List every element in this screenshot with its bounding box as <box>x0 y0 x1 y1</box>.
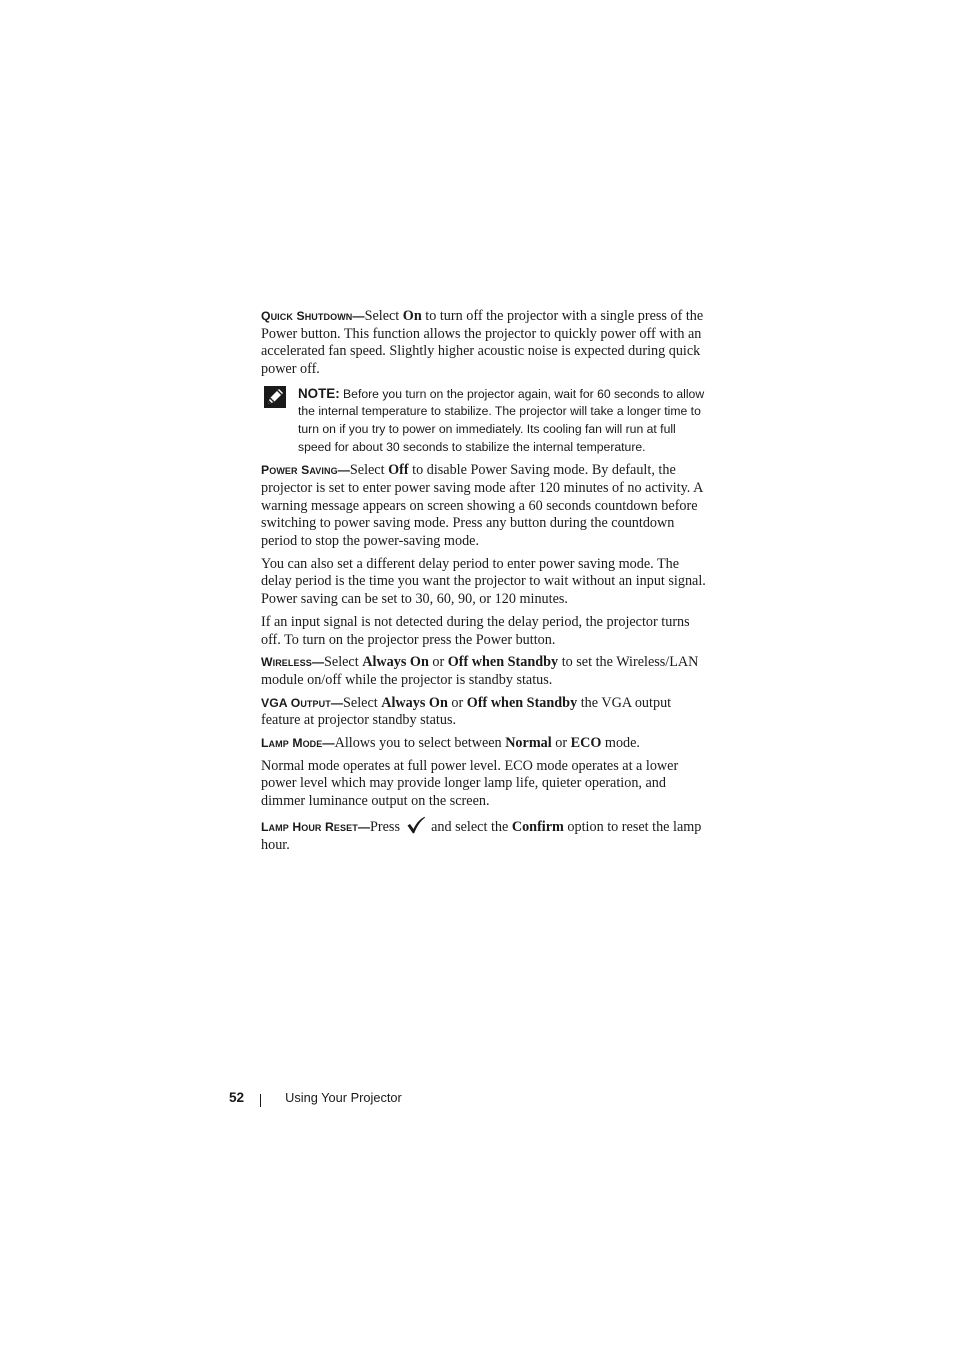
lamp-mode-paragraph <box>261 735 711 753</box>
quick-shutdown-text-pre: Select <box>364 308 403 324</box>
lamp-mode-option-eco: ECO <box>570 735 602 752</box>
term-dash: — <box>357 819 371 834</box>
vga-output-option-off-when-standby: Off when Standby <box>466 694 578 711</box>
quick-shutdown-text-post: to turn off the projector with a single press of the Power button. This function allows the projector to quickly power off with an accelerated fan speed. Slightly higher acoustic noise is expected during quick power off. <box>261 308 704 378</box>
page-footer <box>229 1089 402 1107</box>
power-saving-option: Off <box>388 462 409 479</box>
lamp-mode-text-pre: Allows you to select between <box>334 735 506 752</box>
power-saving-paragraph <box>261 462 711 551</box>
wireless-text-mid: or <box>428 654 448 671</box>
lamp-hour-reset-text-pre: Press <box>370 818 404 835</box>
term-dash: — <box>352 309 365 323</box>
lamp-hour-reset-paragraph <box>261 816 711 854</box>
wireless-option-always-on: Always On <box>362 654 429 671</box>
vga-output-text-pre: Select <box>343 694 382 711</box>
power-saving-text-pre: Select <box>349 462 389 479</box>
wireless-text-post: to set the Wireless/LAN module on/off while the projector is standby status. <box>261 654 699 688</box>
page-content <box>261 308 711 859</box>
vga-output-text-post: the VGA output feature at projector standby status. <box>261 694 672 729</box>
wireless-paragraph <box>261 654 711 689</box>
term-dash: — <box>311 655 324 670</box>
power-saving-delay-paragraph: You can also set a different delay period to enter power saving mode. The delay period is the time you want the projector to wait without an input signal. Power saving can be set to 30, 60, 90, or 120 minutes. <box>261 555 706 608</box>
quick-shutdown-term: Quick Shutdown <box>261 309 353 323</box>
power-saving-text-post: to disable Power Saving mode. By default, the projector is set to enter power saving mode after 120 minutes of no activity. A warning message appears on screen showing a 60 seconds countdown before switching to power saving mode. Press any button during the countdown period to stop the power-saving mode. <box>261 462 703 549</box>
lamp-hour-reset-text-mid: and select the <box>427 818 512 835</box>
term-dash: — <box>322 736 335 751</box>
checkmark-icon <box>406 816 426 834</box>
note-box <box>261 385 711 456</box>
page-number: 52 <box>229 1090 245 1105</box>
lamp-mode-text-mid: or <box>551 735 571 752</box>
footer-section-title: Using Your Projector <box>285 1090 402 1105</box>
lamp-mode-detail-paragraph: Normal mode operates at full power level. ECO mode operates at a lower power level which may provide longer lamp life, quieter operation, and dimmer luminance output on the screen. <box>261 757 679 810</box>
power-saving-term: Power Saving <box>261 463 338 478</box>
lamp-hour-reset-text-post: option to reset the lamp hour. <box>261 818 702 853</box>
footer-divider <box>260 1094 261 1107</box>
power-saving-no-signal-paragraph: If an input signal is not detected during the delay period, the projector turns off. To turn on the projector press the Power button. <box>261 613 690 648</box>
wireless-option-off-when-standby: Off when Standby <box>447 654 559 671</box>
lamp-mode-term: Lamp Mode <box>261 736 323 751</box>
pencil-note-icon <box>264 386 286 408</box>
lamp-hour-reset-option-confirm: Confirm <box>511 818 564 835</box>
term-dash: — <box>330 695 344 710</box>
vga-output-paragraph <box>261 695 711 730</box>
note-text: Before you turn on the projector again, wait for 60 seconds to allow the internal temperature to stabilize. The projector will take a longer time to turn on if you try to power on immediately. Its cooling fan will run at full speed for about 30 seconds to stabilize the internal temperature. <box>298 386 705 454</box>
vga-output-text-mid: or <box>447 694 467 711</box>
lamp-hour-reset-term: Lamp Hour Reset <box>261 819 358 834</box>
term-dash: — <box>337 463 350 478</box>
note-label: NOTE: <box>298 385 340 401</box>
lamp-mode-text-post: mode. <box>601 735 640 752</box>
lamp-mode-option-normal: Normal <box>505 735 552 752</box>
quick-shutdown-paragraph <box>261 308 711 379</box>
wireless-text-pre: Select <box>324 654 363 671</box>
vga-output-term: VGA Output <box>261 695 331 710</box>
quick-shutdown-option: On <box>402 308 422 324</box>
wireless-term: Wireless <box>261 655 312 670</box>
vga-output-option-always-on: Always On <box>381 694 448 711</box>
